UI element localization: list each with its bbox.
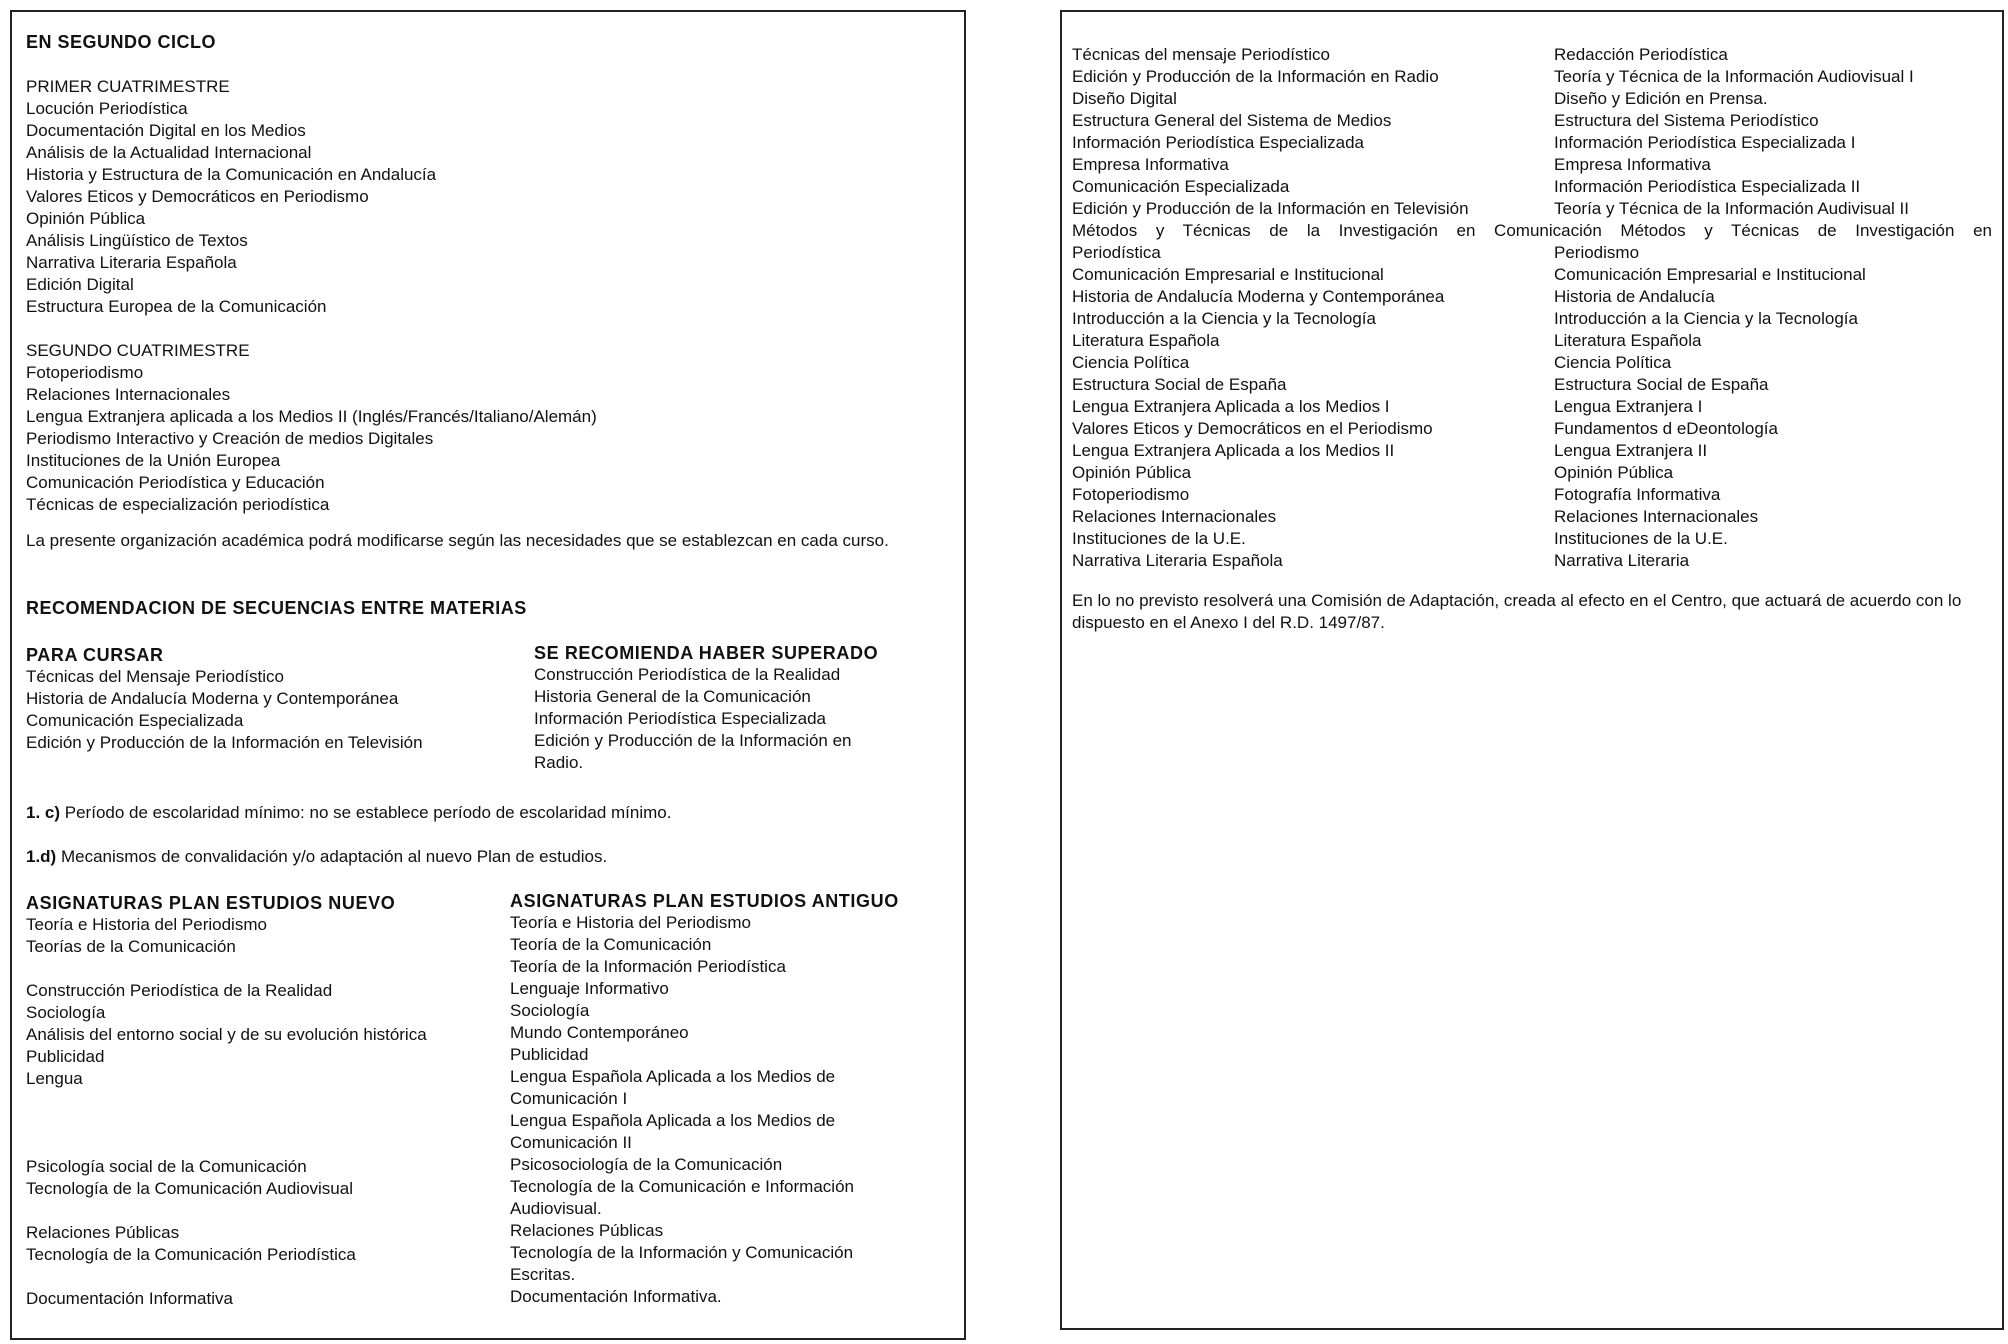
- right-page: [1060, 10, 2004, 1330]
- new-plan-subject: Lengua: [26, 1069, 83, 1088]
- new-plan-subject: [26, 1134, 427, 1156]
- course-item: Narrativa Literaria Española: [26, 253, 237, 272]
- course-item: Periodismo Interactivo y Creación de medios Digitales: [26, 429, 434, 448]
- old-plan-subject: Publicidad: [510, 1045, 589, 1064]
- new-subject: Diseño Digital: [1072, 89, 1177, 108]
- course-item: Comunicación Periodística y Educación: [26, 473, 325, 492]
- new-subject: Edición y Producción de la Información en Radio: [1072, 67, 1439, 86]
- wrap-cont-new: Periodística: [1072, 243, 1161, 262]
- course-item: Técnicas de especialización periodística: [26, 495, 330, 514]
- old-subject: Introducción a la Ciencia y la Tecnología: [1554, 309, 1858, 328]
- course-item: Estructura Europea de la Comunicación: [26, 297, 327, 316]
- old-plan-column: [510, 890, 899, 1308]
- first-term-block: [26, 76, 436, 318]
- old-subject: Lengua Extranjera II: [1554, 441, 1708, 460]
- old-plan-list: [510, 912, 899, 1308]
- course-item: Valores Eticos y Democráticos en Periodismo: [26, 187, 369, 206]
- old-subject: Opinión Pública: [1554, 463, 1674, 482]
- second-term-list: [26, 362, 597, 516]
- item-1d-label: 1.d): [26, 847, 57, 866]
- new-subject: Estructura Social de España: [1072, 375, 1287, 394]
- new-subject: Valores Eticos y Democráticos en el Periodismo: [1072, 419, 1433, 438]
- equivalence-row: [1072, 66, 1992, 88]
- old-subject: Comunicación Empresarial e Institucional: [1554, 265, 1866, 284]
- old-plan-subject: Lengua Española Aplicada a los Medios de: [510, 1067, 836, 1086]
- new-subject: Ciencia Política: [1072, 353, 1190, 372]
- old-subject: Información Periodística Especializada I: [1554, 133, 1856, 152]
- new-subject: Fotoperiodismo: [1072, 485, 1190, 504]
- new-subject: Edición y Producción de la Información en Televisión: [1072, 199, 1469, 218]
- old-subject: Fotografía Informativa: [1554, 485, 1721, 504]
- new-plan-subject: Tecnología de la Comunicación Audiovisual: [26, 1179, 353, 1198]
- new-subject: Instituciones de la U.E.: [1072, 529, 1246, 548]
- old-subject: Fundamentos d eDeontología: [1554, 419, 1778, 438]
- recommendation-item: Historia de Andalucía Moderna y Contemporánea: [26, 689, 399, 708]
- equivalence-row: [1072, 352, 1992, 374]
- old-plan-subject: Teoría e Historia del Periodismo: [510, 913, 751, 932]
- new-subject: Historia de Andalucía Moderna y Contemporánea: [1072, 287, 1445, 306]
- new-subject: Opinión Pública: [1072, 463, 1192, 482]
- item-1c: [26, 802, 671, 824]
- equivalence-row: [1072, 154, 1992, 176]
- recommendation-col-a: [26, 644, 423, 754]
- old-plan-subject: Tecnología de la Comunicación e Información: [510, 1177, 854, 1196]
- old-plan-subject: Audiovisual.: [510, 1199, 602, 1218]
- equivalence-table: [1072, 44, 1992, 572]
- new-plan-subject: Construcción Periodística de la Realidad: [26, 981, 333, 1000]
- wrapped-row-continuation: [1072, 242, 1992, 264]
- old-plan-heading: ASIGNATURAS PLAN ESTUDIOS ANTIGUO: [510, 891, 899, 911]
- old-subject: Narrativa Literaria: [1554, 551, 1690, 570]
- old-plan-subject: Teoría de la Información Periodística: [510, 957, 786, 976]
- new-subject: Comunicación Empresarial e Institucional: [1072, 265, 1384, 284]
- new-plan-subject: [26, 1112, 427, 1134]
- new-plan-subject: Tecnología de la Comunicación Periodística: [26, 1245, 356, 1264]
- old-subject: Diseño y Edición en Prensa.: [1554, 89, 1768, 108]
- new-subject: Relaciones Internacionales: [1072, 507, 1277, 526]
- equivalence-row: [1072, 418, 1992, 440]
- equivalence-row: [1072, 308, 1992, 330]
- equivalence-row: [1072, 44, 1992, 66]
- equivalence-row: [1072, 198, 1992, 220]
- rec-col-b-list: [534, 664, 878, 774]
- course-item: Fotoperiodismo: [26, 363, 144, 382]
- recommendation-item: Edición y Producción de la Información en Televisión: [26, 733, 423, 752]
- equivalence-row: [1072, 330, 1992, 352]
- equivalence-row: [1072, 550, 1992, 572]
- organization-note: La presente organización académica podrá modificarse según las necesidades que se establezcan en cada curso.: [26, 531, 889, 550]
- recommendation-item: Información Periodística Especializada: [534, 709, 826, 728]
- old-subject: Redacción Periodística: [1554, 45, 1728, 64]
- course-item: Relaciones Internacionales: [26, 385, 231, 404]
- recommendation-item: Radio.: [534, 753, 584, 772]
- old-subject: Ciencia Política: [1554, 353, 1672, 372]
- item-1c-text: Período de escolaridad mínimo: no se establece período de escolaridad mínimo.: [64, 803, 672, 822]
- new-plan-column: [26, 892, 427, 1310]
- equivalence-rows-1: [1072, 44, 1992, 220]
- second-term-heading: SEGUNDO CUATRIMESTRE: [26, 341, 250, 360]
- new-subject: Información Periodística Especializada: [1072, 133, 1364, 152]
- new-subject: Estructura General del Sistema de Medios: [1072, 111, 1392, 130]
- col-a-heading: PARA CURSAR: [26, 645, 164, 665]
- equivalence-row: [1072, 110, 1992, 132]
- new-plan-subject: [26, 958, 427, 980]
- course-item: Análisis Lingüístico de Textos: [26, 231, 248, 250]
- course-item: Edición Digital: [26, 275, 134, 294]
- recommendation-item: Comunicación Especializada: [26, 711, 244, 730]
- first-term-list: [26, 98, 436, 318]
- left-page: [10, 10, 966, 1340]
- equivalence-row: [1072, 506, 1992, 528]
- rec-col-a-list: [26, 666, 423, 754]
- old-subject: Estructura Social de España: [1554, 375, 1769, 394]
- old-subject: Relaciones Internacionales: [1554, 507, 1759, 526]
- new-subject: Introducción a la Ciencia y la Tecnología: [1072, 309, 1376, 328]
- old-subject: Historia de Andalucía: [1554, 287, 1715, 306]
- equivalence-row: [1072, 176, 1992, 198]
- closing-paragraph: En lo no previsto resolverá una Comisión de Adaptación, creada al efecto en el Centro, que actuará de acuerdo con lo dispuesto en el Anexo I del R.D. 1497/87.: [1072, 591, 1962, 632]
- recommendation-item: Técnicas del Mensaje Periodístico: [26, 667, 284, 686]
- equivalence-row: [1072, 132, 1992, 154]
- old-plan-subject: Teoría de la Comunicación: [510, 935, 712, 954]
- old-plan-subject: Mundo Contemporáneo: [510, 1023, 689, 1042]
- new-plan-subject: [26, 1090, 427, 1112]
- equivalence-row: [1072, 396, 1992, 418]
- wrap-cont-old: Periodismo: [1554, 243, 1640, 262]
- new-plan-subject: [26, 1200, 427, 1222]
- course-item: Análisis de la Actualidad Internacional: [26, 143, 312, 162]
- old-subject: Teoría y Técnica de la Información Audivisual II: [1554, 199, 1909, 218]
- new-subject: Lengua Extranjera Aplicada a los Medios II: [1072, 441, 1395, 460]
- old-plan-subject: Escritas.: [510, 1265, 576, 1284]
- old-plan-subject: Comunicación II: [510, 1133, 632, 1152]
- new-subject: Literatura Española: [1072, 331, 1220, 350]
- old-plan-subject: Psicosociología de la Comunicación: [510, 1155, 783, 1174]
- new-plan-heading: ASIGNATURAS PLAN ESTUDIOS NUEVO: [26, 893, 396, 913]
- new-plan-subject: Sociología: [26, 1003, 106, 1022]
- recommendation-col-b: [534, 642, 878, 774]
- recommendation-title: RECOMENDACION DE SECUENCIAS ENTRE MATERIAS: [26, 598, 527, 618]
- section-title: EN SEGUNDO CICLO: [26, 32, 217, 52]
- old-subject: Información Periodística Especializada II: [1554, 177, 1861, 196]
- old-subject: Estructura del Sistema Periodístico: [1554, 111, 1819, 130]
- equivalence-rows-2: [1072, 264, 1992, 572]
- recommendation-item: Construcción Periodística de la Realidad: [534, 665, 841, 684]
- equivalence-row: [1072, 264, 1992, 286]
- new-plan-subject: Publicidad: [26, 1047, 105, 1066]
- item-1c-label: 1. c): [26, 803, 61, 822]
- new-plan-subject: Teorías de la Comunicación: [26, 937, 236, 956]
- new-subject: Empresa Informativa: [1072, 155, 1229, 174]
- item-1d: [26, 846, 607, 868]
- old-plan-subject: Lengua Española Aplicada a los Medios de: [510, 1111, 836, 1130]
- second-term-block: [26, 340, 597, 516]
- equivalence-row: [1072, 528, 1992, 550]
- recommendation-item: Historia General de la Comunicación: [534, 687, 811, 706]
- new-plan-subject: Documentación Informativa: [26, 1289, 233, 1308]
- course-item: Opinión Pública: [26, 209, 146, 228]
- new-subject: Comunicación Especializada: [1072, 177, 1290, 196]
- equivalence-row: [1072, 88, 1992, 110]
- course-item: Historia y Estructura de la Comunicación en Andalucía: [26, 165, 437, 184]
- new-plan-subject: Teoría e Historia del Periodismo: [26, 915, 267, 934]
- recommendation-item: Edición y Producción de la Información en: [534, 731, 852, 750]
- new-subject: Técnicas del mensaje Periodístico: [1072, 45, 1330, 64]
- equivalence-row: [1072, 484, 1992, 506]
- old-plan-subject: Tecnología de la Información y Comunicación: [510, 1243, 854, 1262]
- course-item: Locución Periodística: [26, 99, 188, 118]
- new-subject: Narrativa Literaria Española: [1072, 551, 1283, 570]
- new-plan-subject: [26, 1266, 427, 1288]
- equivalence-row: [1072, 374, 1992, 396]
- new-plan-subject: Psicología social de la Comunicación: [26, 1157, 307, 1176]
- course-item: Instituciones de la Unión Europea: [26, 451, 281, 470]
- old-plan-subject: Comunicación I: [510, 1089, 628, 1108]
- col-b-heading: SE RECOMIENDA HABER SUPERADO: [534, 643, 879, 663]
- equivalence-row: [1072, 286, 1992, 308]
- old-plan-subject: Sociología: [510, 1001, 590, 1020]
- old-subject: Literatura Española: [1554, 331, 1702, 350]
- new-plan-subject: Análisis del entorno social y de su evolución histórica: [26, 1025, 427, 1044]
- old-plan-subject: Lenguaje Informativo: [510, 979, 669, 998]
- old-subject: Empresa Informativa: [1554, 155, 1711, 174]
- course-item: Documentación Digital en los Medios: [26, 121, 306, 140]
- new-subject: Lengua Extranjera Aplicada a los Medios I: [1072, 397, 1390, 416]
- new-plan-list: [26, 914, 427, 1310]
- old-subject: Instituciones de la U.E.: [1554, 529, 1728, 548]
- wrapped-row-line: Métodos y Técnicas de la Investigación en Comunicación Métodos y Técnicas de Investigación en: [1072, 221, 1992, 240]
- first-term-heading: PRIMER CUATRIMESTRE: [26, 77, 230, 96]
- new-plan-subject: Relaciones Públicas: [26, 1223, 180, 1242]
- old-plan-subject: Documentación Informativa.: [510, 1287, 722, 1306]
- old-plan-subject: Relaciones Públicas: [510, 1221, 664, 1240]
- old-subject: Lengua Extranjera I: [1554, 397, 1703, 416]
- course-item: Lengua Extranjera aplicada a los Medios II (Inglés/Francés/Italiano/Alemán): [26, 407, 597, 426]
- old-subject: Teoría y Técnica de la Información Audiovisual I: [1554, 67, 1914, 86]
- equivalence-row: [1072, 440, 1992, 462]
- equivalence-row: [1072, 462, 1992, 484]
- item-1d-text: Mecanismos de convalidación y/o adaptación al nuevo Plan de estudios.: [60, 847, 608, 866]
